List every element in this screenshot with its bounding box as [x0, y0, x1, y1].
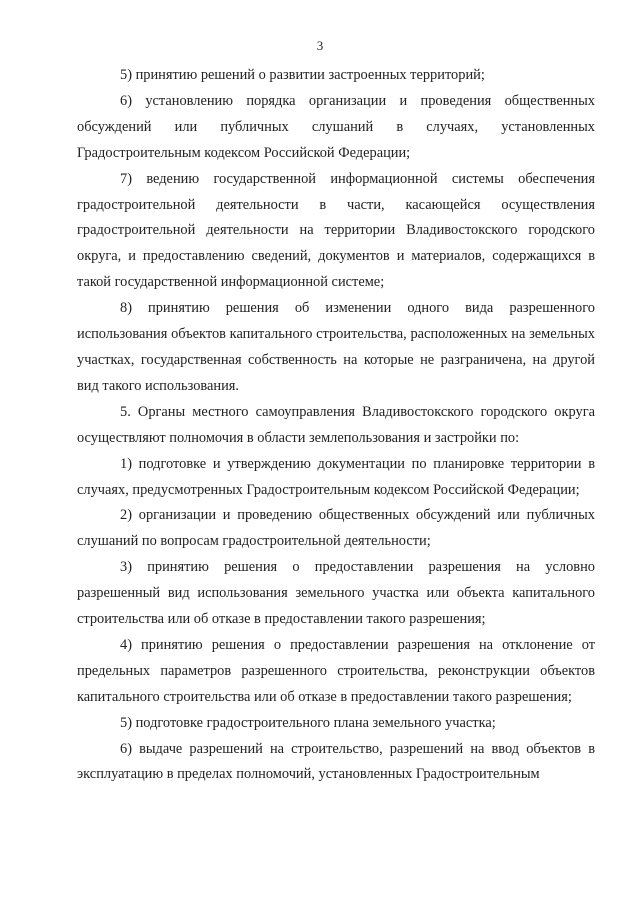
paragraph-item-6-public-hearings: 6) установлению порядка организации и проведения общественных обсуждений или публичных слушаний в случаях, установленных Градостроительным кодексом Российской Федерации;: [77, 92, 595, 161]
paragraph-item-8-land-use-change: 8) принятию решения об изменении одного вида разрешенного использования объектов капитального строительства, расположенных на земельных участках, государственная собственность на которые не разграничена, на другой вид такого использования.: [77, 300, 595, 394]
paragraph-item-5-development: 5) принятию решений о развитии застроенных территорий;: [120, 67, 485, 83]
document-body: [77, 63, 595, 788]
paragraph-item-6-building-permits: 6) выдаче разрешений на строительство, разрешений на ввод объектов в эксплуатацию в пределах полномочий, установленных Градостроительным: [77, 740, 595, 783]
paragraph-item-1-planning-docs: 1) подготовке и утверждению документации по планировке территории в случаях, предусмотренных Градостроительным кодексом Российской Федерации;: [77, 455, 595, 498]
paragraph-section-5-powers: 5. Органы местного самоуправления Владивостокского городского округа осуществляют полномочия в области землепользования и застройки по:: [77, 403, 595, 446]
paragraph-item-3-conditional-use: 3) принятию решения о предоставлении разрешения на условно разрешенный вид использования земельного участка или объекта капитального строительства или об отказе в предоставлении такого разрешения;: [77, 559, 595, 628]
page-number: 3: [316, 38, 324, 53]
paragraph-item-7-information-system: 7) ведению государственной информационной системы обеспечения градостроительной деятельности в части, касающейся осуществления градостроительной деятельности на территории Владивостокского городского округа, и предоставлению сведений, документов и материалов, содержащихся в такой государственной информационной системе;: [77, 170, 595, 291]
paragraph-item-5-urban-plan: 5) подготовке градостроительного плана земельного участка;: [120, 714, 496, 731]
paragraph-item-2-hearings-organization: 2) организации и проведению общественных обсуждений или публичных слушаний по вопросам градостроительной деятельности;: [77, 507, 595, 550]
paragraph-item-4-deviation-permit: 4) принятию решения о предоставлении разрешения на отклонение от предельных параметров разрешенного строительства, реконструкции объектов капитального строительства или об отказе в предоставлении такого разрешения;: [77, 636, 595, 705]
